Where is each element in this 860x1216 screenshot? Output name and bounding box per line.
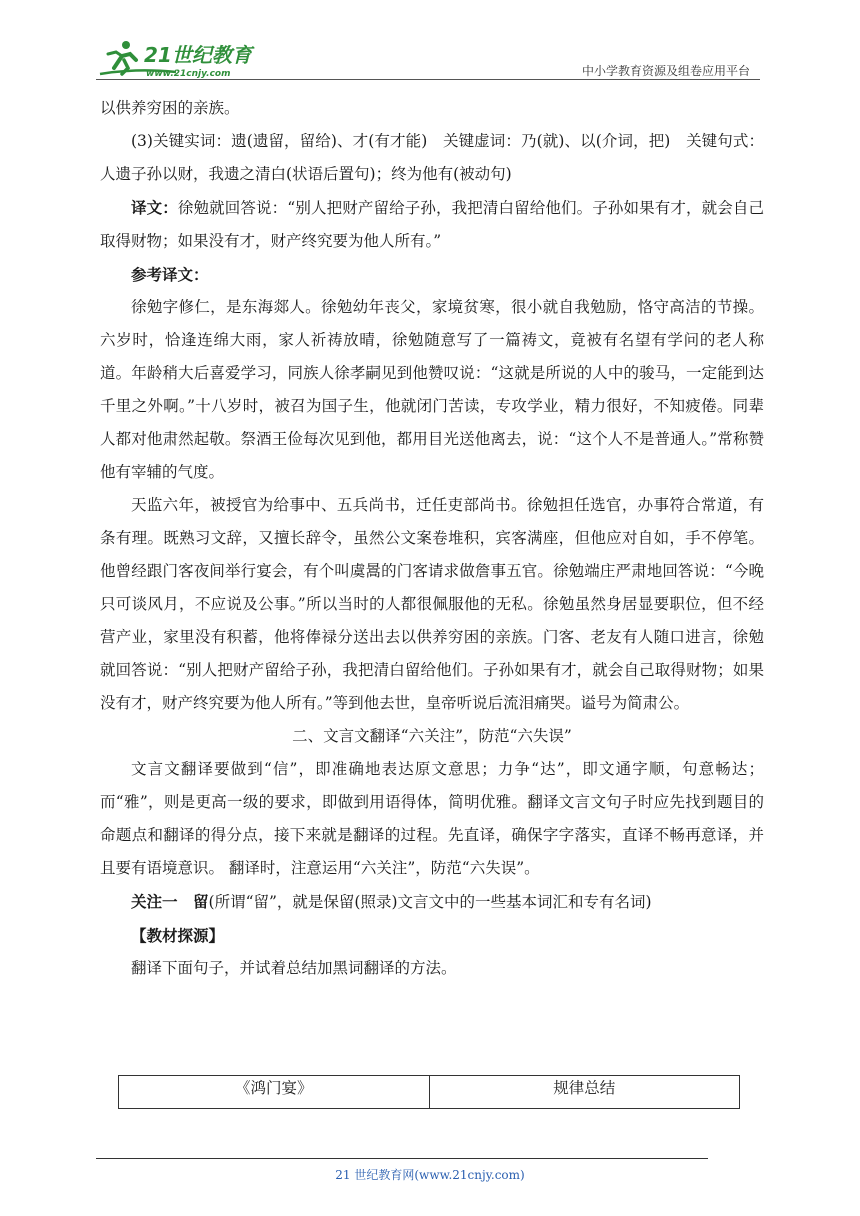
footer-link[interactable]: 21 世纪教育网(www.21cnjy.com) [335,1168,525,1182]
translation-label: 译文： [131,198,178,217]
svg-text:www.21cnjy.com: www.21cnjy.com [146,69,231,79]
focus-one-text: (所谓“留”，就是保留(照录)文言文中的一些基本词汇和专有名词) [208,893,652,911]
focus-one-label: 关注一 留 [131,892,209,911]
paragraph-translation [100,191,764,258]
table-header-summary: 规律总结 [429,1076,740,1108]
exercise-table [118,1075,740,1109]
paragraph-continued: 以供养穷困的亲族。 [100,99,240,117]
reference-translation-heading: 参考译文： [131,265,209,284]
section-intro: 文言文翻译要做到“信”，即准确地表达原文意思；力争“达”，即文通字顺，句意畅达；而“雅”，则是更高一级的要求，即做到用语得体，简明优雅。翻译文言文句子时应先找到题目的命题点和翻译的得分点，接下来就是翻译的过程。先直译，确保字字落实，直译不畅再意译，并且要有语境意识。 翻译时，注意运用“六关注”，防范“六失误”。 [100,760,764,877]
translation-text: 徐勉就回答说：“别人把财产留给子孙，我把清白留给他们。子孙如果有才，就会自己取得财物；如果没有才，财产终究要为他人所有。” [100,199,764,250]
logo [96,38,266,80]
platform-tagline: 中小学教育资源及组卷应用平台 [581,64,750,78]
instruction: 翻译下面句子，并试着总结加黑词翻译的方法。 [131,959,457,977]
document-body [100,92,764,985]
reference-paragraph-2: 天监六年，被授官为给事中、五兵尚书，迁任吏部尚书。徐勉担任选官，办事符合常道，有条有理。既熟习文辞，又擅长辞令，虽然公文案卷堆积，宾客满座，但他应对自如，手不停笔。他曾经跟门客夜间举行宴会，有个叫虞暠的门客请求做詹事五官。徐勉端庄严肃地回答说：“今晚只可谈风月，不应说及公事。”所以当时的人都很佩服他的无私。徐勉虽然身居显要职位，但不经营产业，家里没有积蓄，他将俸禄分送出去以供养穷困的亲族。门客、老友有人随口进言，徐勉就回答说：“别人把财产留给子孙，我把清白留给他们。子孙如果有才，就会自己取得财物；如果没有才，财产终究要为他人所有。”等到他去世，皇帝听说后流泪痛哭。谥号为简肃公。 [100,496,764,712]
header-divider [96,79,760,80]
footer-divider [96,1158,708,1159]
svg-text:21世纪教育: 21世纪教育 [144,43,252,67]
section-heading: 二、文言文翻译“六关注”，防范“六失误” [292,727,572,745]
page-header [96,38,760,82]
reference-paragraph-1: 徐勉字修仁，是东海郯人。徐勉幼年丧父，家境贫寒，很小就自我勉励，恪守高洁的节操。六岁时，恰逢连绵大雨，家人祈祷放晴，徐勉随意写了一篇祷文，竟被有名望有学问的老人称道。年龄稍大后喜爱学习，同族人徐孝嗣见到他赞叹说：“这就是所说的人中的骏马，一定能到达千里之外啊。”十八岁时，被召为国子生，他就闭门苦读，专攻学业，精力很好，不知疲倦。同辈人都对他肃然起敬。祭酒王俭每次见到他，都用目光送他离去，说：“这个人不是普通人。”常称赞他有宰辅的气度。 [100,298,764,481]
table-header-source: 《鸿门宴》 [234,1079,313,1097]
textbook-source-heading: 【教材探源】 [131,926,225,945]
paragraph-key-words: (3)关键实词：遗(遗留，留给)、才(有才能) 关键虚词：乃(就)、以(介词，把) 关键句式：人遗子孙以财，我遗之清白(状语后置句)；终为他有(被动句) [100,132,764,183]
focus-one [100,885,764,919]
